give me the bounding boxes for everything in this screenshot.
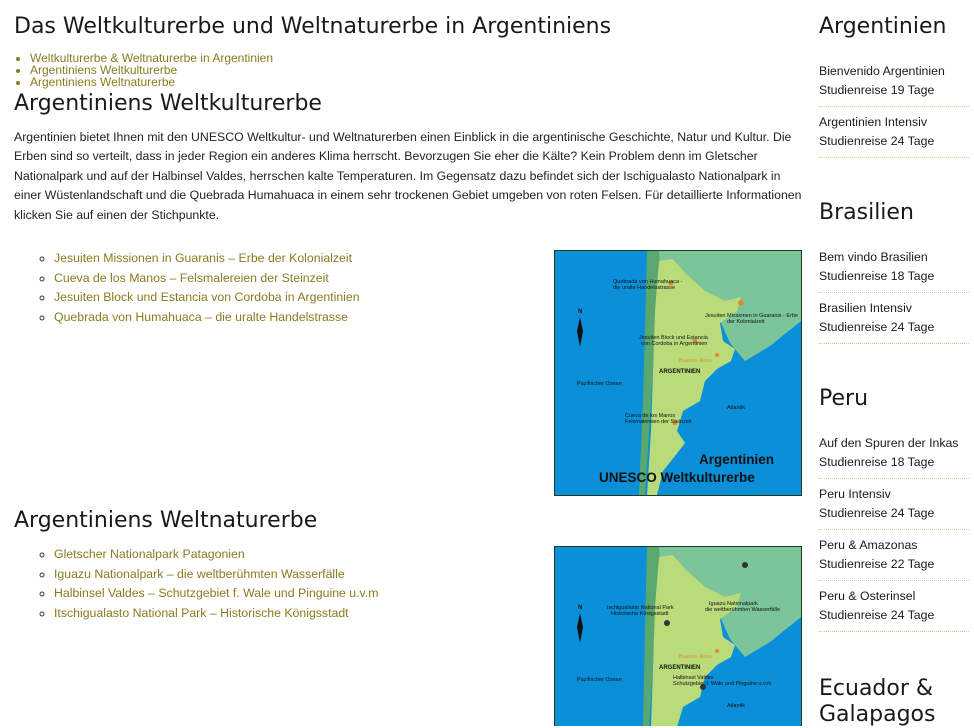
map-label-valdes: Halbinsel Valdes: [673, 675, 714, 681]
ischigualasto-dot: [664, 620, 670, 626]
culture-heading: Argentiniens Weltkulturerbe: [14, 91, 322, 116]
sidebar-list-argentinien: [819, 56, 969, 158]
map-label-pacific: Pazifischer Ozean: [577, 381, 622, 387]
sidebar-item[interactable]: [819, 428, 969, 479]
map-label-missionen-2: der Kolonialzeit: [727, 319, 765, 325]
sidebar-item[interactable]: [819, 581, 969, 632]
list-item: [54, 288, 360, 308]
list-item: [54, 249, 360, 269]
trip-duration: Studienreise 24 Tage: [819, 608, 935, 622]
trip-duration: Studienreise 18 Tage: [819, 269, 935, 283]
map-label-missionen: Jesuiten Missionen in Guaranis - Erbe: [705, 313, 798, 319]
nature-link-gletscher[interactable]: Gletscher Nationalpark Patagonien: [54, 547, 245, 561]
trip-name[interactable]: Bienvenido Argentinien: [819, 64, 945, 78]
trip-name[interactable]: Peru Intensiv: [819, 487, 891, 501]
trip-name[interactable]: Brasilien Intensiv: [819, 301, 912, 315]
trip-name[interactable]: Argentinien Intensiv: [819, 115, 928, 129]
map-label-atlantic: Atlantik: [727, 703, 746, 709]
sidebar-title-ecuador: Ecuador & Galapagos: [819, 676, 936, 727]
trip-duration: Studienreise 19 Tage: [819, 83, 935, 97]
sidebar-title-peru: Peru: [819, 386, 869, 411]
map-label-ischigualasto: Ischigualasto National Park: [607, 605, 674, 611]
trip-duration: Studienreise 18 Tage: [819, 455, 935, 469]
map-label-cueva-2: Felsmalereien der Steinzeit: [625, 419, 692, 425]
trip-duration: Studienreise 22 Tage: [819, 557, 935, 571]
nature-link-iguazu[interactable]: Iguazu Nationalpark – die weltberühmten Wasserfälle: [54, 566, 345, 581]
map-label-iguazu: Iguazu Nationalpark: [709, 601, 758, 607]
sidebar-title-brasilien: Brasilien: [819, 200, 914, 225]
sidebar-item[interactable]: [819, 56, 969, 107]
intro-paragraph: Argentinien bietet Ihnen mit den UNESCO Weltkultur- und Weltnaturerben einen Einblick in die argentinische Geschichte, Natur und Kultur. Die Erben sind so verteilt, dass in jeder Region ein anderes Klima herrscht. Bevorzugen Sie eher die Kälte? Kein Problem denn im Gletscher Nationalpark und auf der Halbinsel Valdes, herrschen kalte Temperaturen. Im Gegensatz dazu befindet sich der Ischigualasto Nationalpark in einer Wüstenlandschaft und die Quebrada Humahuaca in einem sehr trockenen Gebiet umgeben von roten Felsen. Für detaillierte Informationen klicken Sie auf einen der Stichpunkte.: [14, 130, 802, 222]
map-title-line-1: Argentinien: [699, 452, 775, 467]
nature-map-svg: [555, 547, 801, 726]
list-item: [54, 584, 378, 604]
table-of-contents: [14, 52, 273, 88]
trip-name[interactable]: Peru & Osterinsel: [819, 589, 916, 603]
toc-link-culture[interactable]: Argentiniens Weltkulturerbe: [30, 63, 178, 77]
nature-link-valdes[interactable]: Halbinsel Valdes – Schutzgebiet f. Wale und Pinguine u.v.m: [54, 586, 379, 600]
culture-link-cordoba[interactable]: Jesuiten Block und Estancia von Cordoba in Argentinien: [54, 290, 360, 304]
buenos-aires-dot: [715, 649, 719, 653]
sidebar-item[interactable]: [819, 293, 969, 344]
nature-link-ischigualasto[interactable]: Itschigualasto National Park – Historische Königsstadt: [54, 605, 349, 620]
map-label-buenos-aires: Buenos Aires: [679, 654, 712, 660]
sidebar-list-peru: [819, 428, 969, 632]
map-label-humahuaca-2: die uralte Handelsstrasse: [613, 285, 676, 291]
map-label-cueva: Cueva de los Manos: [625, 413, 676, 419]
map-label-country: ARGENTINIEN: [659, 665, 701, 671]
toc-link-nature[interactable]: Argentiniens Weltnaturerbe: [30, 75, 176, 89]
map-title-line-2: UNESCO Weltkulturerbe: [599, 470, 755, 485]
sidebar-item[interactable]: [819, 242, 969, 293]
map-label-humahuaca: Quebrada von Humahuaca -: [613, 279, 683, 285]
culture-site-list: [14, 249, 360, 327]
sidebar-item[interactable]: [819, 479, 969, 530]
map-north-label: N: [578, 605, 583, 611]
map-label-cordoba: Jesuiten Block und Estancia: [639, 335, 708, 341]
list-item: [54, 604, 378, 624]
toc-link-overview[interactable]: Weltkulturerbe & Weltnaturerbe in Argentinien: [30, 51, 274, 65]
sidebar-item[interactable]: [819, 530, 969, 581]
map-label-valdes-2: Schutzgebiet f. Wale und Pinguine u.v.m: [673, 681, 772, 687]
page-title: Das Weltkulturerbe und Weltnaturerbe in Argentiniens: [14, 14, 612, 39]
map-label-buenos-aires: Buenos Aires: [679, 358, 712, 364]
trip-name[interactable]: Auf den Spuren der Inkas: [819, 436, 959, 450]
map-label-ischigualasto-2: Historische Königsstadt: [611, 611, 669, 617]
list-item: [54, 269, 360, 289]
list-item: [54, 545, 378, 565]
culture-link-jesuiten-missionen[interactable]: Jesuiten Missionen in Guaranis – Erbe der Kolonialzeit: [54, 251, 353, 265]
sidebar-list-brasilien: [819, 242, 969, 344]
nature-site-list: [14, 545, 378, 623]
nature-heading: Argentiniens Weltnaturerbe: [14, 508, 318, 533]
buenos-aires-dot: [715, 353, 719, 357]
map-label-atlantic: Atlantik: [727, 405, 746, 411]
missionen-dot: [738, 300, 744, 306]
map-label-country: ARGENTINIEN: [659, 369, 701, 375]
trip-duration: Studienreise 24 Tage: [819, 134, 935, 148]
culture-link-humahuaca[interactable]: Quebrada von Humahuaca – die uralte Handelstrasse: [54, 309, 348, 324]
list-item: [54, 565, 378, 585]
sidebar-title-argentinien: Argentinien: [819, 14, 947, 39]
culture-map-image[interactable]: [554, 250, 802, 496]
map-north-label: N: [578, 309, 583, 315]
map-label-iguazu-2: die weltberühmten Wasserfälle: [705, 607, 780, 613]
culture-map-svg: [555, 251, 801, 495]
map-label-pacific: Pazifischer Ozean: [577, 677, 622, 683]
iguazu-dot: [742, 562, 748, 568]
trip-duration: Studienreise 24 Tage: [819, 506, 935, 520]
trip-name[interactable]: Peru & Amazonas: [819, 538, 918, 552]
trip-name[interactable]: Bem vindo Brasilien: [819, 250, 928, 264]
trip-duration: Studienreise 24 Tage: [819, 320, 935, 334]
map-label-cordoba-2: von Cordoba in Argentinien: [641, 341, 708, 347]
culture-link-cueva-de-los-manos[interactable]: Cueva de los Manos – Felsmalereien der Steinzeit: [54, 270, 329, 285]
nature-map-image[interactable]: [554, 546, 802, 726]
list-item: [54, 308, 360, 328]
sidebar-item[interactable]: [819, 107, 969, 158]
toc-item: [30, 76, 273, 88]
